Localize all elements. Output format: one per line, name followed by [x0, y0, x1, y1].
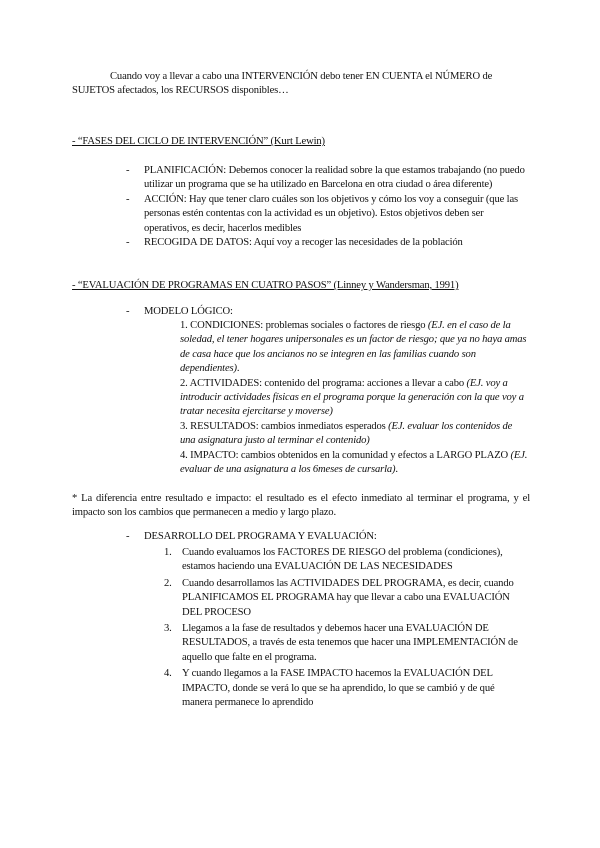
item-example: (EJ. evaluar de una asignatura a los 6meses de cursarla) — [180, 449, 528, 476]
list-item — [164, 667, 520, 710]
item-text: IMPACTO: cambios obtenidos en la comunidad y efectos a LARGO PLAZO — [190, 449, 511, 461]
desarrollo-label: DESARROLLO DEL PROGRAMA Y EVALUACIÓN: — [144, 531, 377, 542]
item-text: Y cuando llegamos a la FASE IMPACTO hacemos la EVALUACIÓN DEL IMPACTO, donde se verá lo que se ha aprendido, lo que se cambió y de qué manera permanece lo aprendido — [182, 668, 495, 709]
modelo-logico-title — [126, 305, 530, 319]
list-item — [180, 449, 530, 478]
item-text: Cuando evaluamos los FACTORES DE RIESGO del problema (condiciones), estamos haciendo una EVALUACIÓN DE LAS NECESIDADES — [182, 547, 503, 573]
dash-bullet: - — [126, 193, 130, 205]
fases-list — [126, 164, 530, 250]
list-item — [164, 546, 520, 575]
intro-paragraph: Cuando voy a llevar a cabo una INTERVENCIÓN debo tener EN CUENTA el NÚMERO de SUJETOS afectados, los RECURSOS disponibles… — [72, 71, 493, 97]
item-number: 3. — [164, 623, 172, 635]
fase-accion: ACCIÓN: Hay que tener claro cuáles son los objetivos y cómo los voy a conseguir (que las personas estén contentas con la actividad es un objetivo). Estos objetivos deben ser operativos, es decir, hacerlos medibles — [144, 193, 518, 234]
item-end: . — [236, 363, 240, 375]
item-number: 4. — [180, 449, 188, 461]
list-item — [180, 377, 530, 420]
item-text: Llegamos a la fase de resultados y debemos hacer una EVALUACIÓN DE RESULTADOS, a través de esta tenemos que hacer una IMPLEMENTACIÓN de aquello que falte en el programa. — [182, 623, 518, 663]
item-end: . — [395, 464, 398, 476]
desarrollo-title — [126, 530, 530, 544]
section-title-fases: - “FASES DEL CICLO DE INTERVENCIÓN” (Kurt Lewin) — [72, 136, 325, 147]
list-item — [180, 319, 530, 377]
item-example: (EJ. evaluar los contenidos de una asignatura justo al terminar el contenido) — [180, 420, 513, 447]
item-number: 1. — [164, 547, 172, 558]
item-text: ACTIVIDADES: contenido del programa: acciones a llevar a cabo — [189, 377, 467, 389]
modelo-logico-list — [180, 319, 530, 477]
item-number: 2. — [180, 377, 188, 389]
item-example: (EJ. voy a introducir actividades físicas en el programa porque la generación con la que voy a tratar necesita ejercitarse y moverse) — [180, 377, 524, 418]
list-item — [126, 236, 530, 250]
desarrollo-list — [164, 546, 520, 710]
dash-bullet: - — [126, 165, 130, 176]
section-title-evaluacion: - “EVALUACIÓN DE PROGRAMAS EN CUATRO PASOS” (Linney y Wandersman, 1991) — [72, 280, 459, 291]
list-item — [126, 164, 530, 193]
item-number: 4. — [164, 668, 172, 680]
list-item — [126, 193, 530, 236]
item-text: RESULTADOS: cambios inmediatos esperados — [190, 420, 389, 432]
list-item — [180, 420, 530, 449]
list-item — [164, 622, 520, 665]
item-number: 2. — [164, 577, 172, 589]
item-example: (EJ. en el caso de la soledad, el tener hogares unipersonales es un factor de riesgo; que ya no haya amas de casa hace que los ancianos no se integren en las familias cuando son dependientes) — [180, 320, 527, 375]
note-paragraph: * La diferencia entre resultado e impacto: el resultado es el efecto inmediato al terminar el programa, y el impacto son los cambios que permanecen a medio y largo plazo. — [72, 493, 530, 519]
item-text: Cuando desarrollamos las ACTIVIDADES DEL PROGRAMA, es decir, cuando PLANIFICAMOS EL PROGRAMA hay que llevar a cabo una EVALUACIÓN DEL PROCESO — [182, 577, 514, 618]
item-number: 3. — [180, 420, 188, 432]
dash-bullet: - — [126, 237, 130, 249]
fase-recogida: RECOGIDA DE DATOS: Aquí voy a recoger las necesidades de la población — [144, 237, 463, 249]
dash-bullet: - — [126, 531, 130, 542]
modelo-logico-label: MODELO LÓGICO: — [144, 306, 233, 317]
item-number: 1. — [180, 320, 188, 331]
dash-bullet: - — [126, 306, 130, 317]
fase-planificacion: PLANIFICACIÓN: Debemos conocer la realidad sobre la que estamos trabajando (no puedo utilizar un programa que se ha utilizado en Barcelona en otra ciudad o área diferente) — [144, 165, 525, 191]
item-text: CONDICIONES: problemas sociales o factores de riesgo — [190, 320, 428, 331]
list-item — [164, 577, 520, 620]
